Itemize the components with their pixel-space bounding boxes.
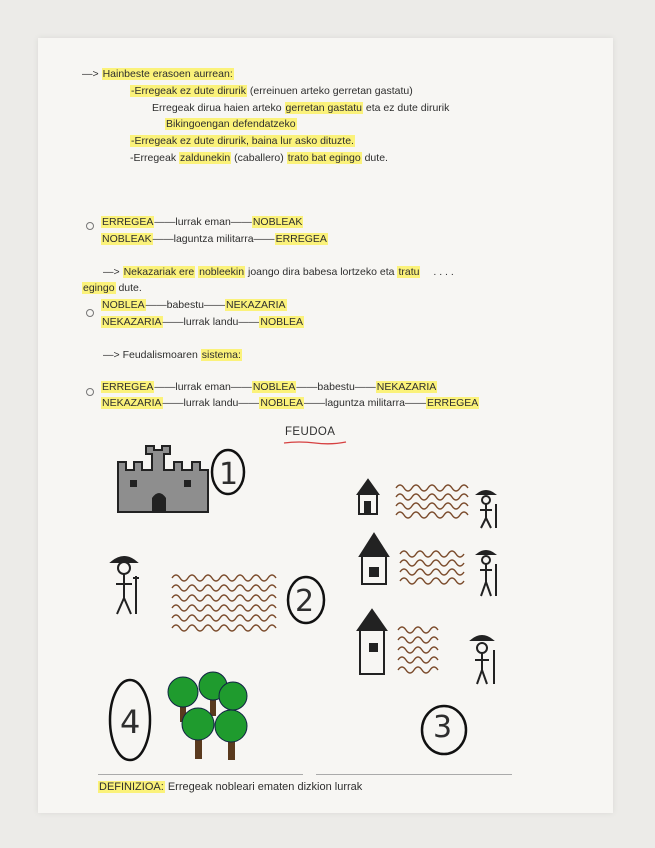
number-3: 3 bbox=[433, 710, 453, 745]
section1-item1-detail2: Bikingoengan defendatzeko bbox=[166, 118, 296, 130]
relation1-line1: ERREGEA——lurrak eman——NOBLEAK bbox=[102, 216, 303, 228]
section1-item2: -Erregeak ez dute dirurik, baina lur asko dituzte. bbox=[131, 135, 354, 147]
title-underline bbox=[283, 440, 347, 445]
relation2-line2: NEKAZARIA——lurrak landu——NOBLEA bbox=[102, 316, 303, 328]
relation1-line2: NOBLEAK——laguntza militarra——ERREGEA bbox=[102, 233, 327, 245]
section2-text-cont: egingo dute. bbox=[83, 282, 142, 294]
village-fields bbox=[396, 485, 468, 673]
trees bbox=[168, 672, 247, 760]
definition: DEFINIZIOA: Erregeak nobleari ematen dizkion lurrak bbox=[99, 781, 363, 793]
definition-line-left bbox=[98, 774, 303, 775]
village-farmers bbox=[472, 491, 496, 684]
section1-heading: —> Hainbeste erasoen aurrean: bbox=[82, 68, 233, 80]
feudoa-title: FEUDOA bbox=[285, 426, 336, 438]
bullet-relation2 bbox=[86, 309, 94, 317]
bullet-relation1 bbox=[86, 222, 94, 230]
section1-item3: -Erregeak zaldunekin (caballero) trato bat egingo dute. bbox=[130, 152, 388, 164]
number-4: 4 bbox=[120, 703, 141, 741]
number-2: 2 bbox=[295, 584, 315, 619]
section1-item1: -Erregeak ez dute dirurik (erreinuen arteko gerretan gastatu) bbox=[131, 85, 413, 97]
number-1: 1 bbox=[219, 457, 239, 492]
relation3-line1: ERREGEA——lurrak eman——NOBLEA——babestu——NEKAZARIA bbox=[102, 381, 437, 393]
relation3-line2: NEKAZARIA——lurrak landu——NOBLEA——laguntza militarra——ERREGEA bbox=[102, 397, 479, 409]
bullet-relation3 bbox=[86, 388, 94, 396]
relation2-line1: NOBLEA——babestu——NEKAZARIA bbox=[102, 299, 286, 311]
section1-item1-detail: Erregeak dirua haien arteko gerretan gastatu eta ez dute dirurik bbox=[152, 102, 450, 114]
field-rows bbox=[172, 575, 276, 631]
definition-line-right bbox=[316, 774, 512, 775]
section2-text: —> Nekazariak ere nobleekin joango dira babesa lortzeko eta tratu . . . . bbox=[103, 266, 454, 278]
section3-text: —> Feudalismoaren sistema: bbox=[103, 349, 241, 361]
